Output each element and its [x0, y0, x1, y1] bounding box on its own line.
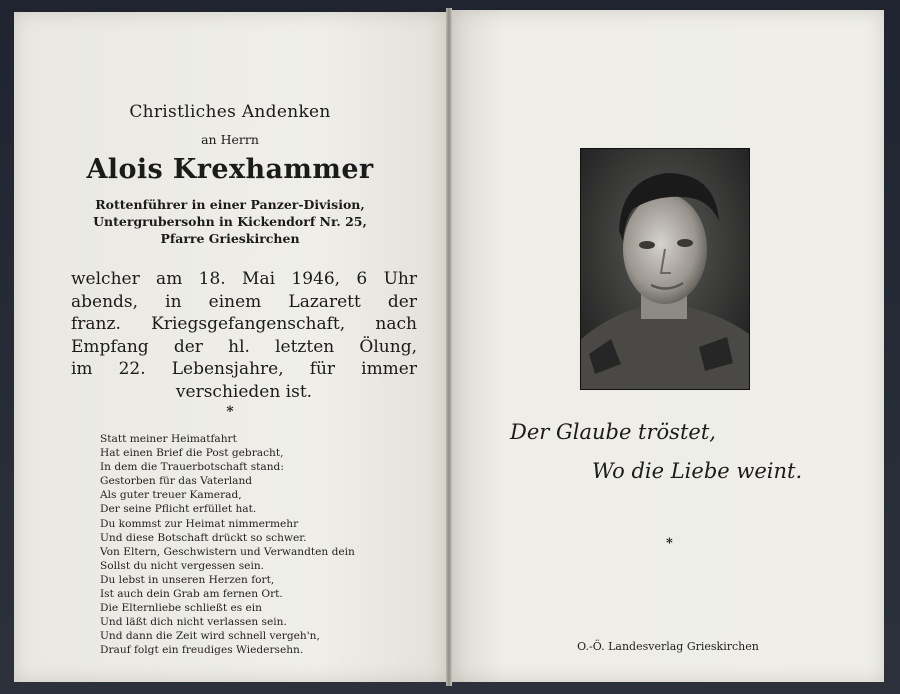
poem-line: Die Elternliebe schließt es ein	[100, 602, 263, 615]
poem-line: Und dann die Zeit wird schnell vergeh'n,	[100, 630, 320, 643]
poem-line: Du lebst in unseren Herzen fort,	[100, 573, 275, 586]
memorial-poem	[100, 432, 450, 658]
death-line: Empfang der hl. letzten Ölung,	[71, 336, 417, 357]
poem-line: Ist auch dein Grab am fernen Ort.	[100, 588, 283, 601]
poem-line: Als guter treuer Kamerad,	[100, 489, 242, 502]
poem-line: Und läßt dich nicht verlassen sein.	[100, 616, 287, 629]
poem-line: Statt meiner Heimatfahrt	[100, 433, 237, 445]
death-line: franz. Kriegsgefangenschaft, nach	[71, 314, 417, 334]
right-page	[452, 10, 884, 682]
quote-line-1: Der Glaube tröstet,	[510, 420, 716, 444]
poem-line: Von Eltern, Geschwistern und Verwandten dein	[100, 545, 355, 558]
death-line: im 22. Lebensjahre, für immer	[71, 359, 417, 379]
quote-line-2: Wo die Liebe weint.	[592, 459, 803, 483]
death-line: abends, in einem Lazarett der	[71, 291, 417, 312]
separator-star: *	[666, 536, 673, 551]
separator-star: *	[226, 404, 234, 420]
poem-line: Sollst du nicht vergessen sein.	[100, 559, 265, 572]
poem-line: In dem die Trauerbotschaft stand:	[100, 461, 284, 474]
deceased-name: Alois Krexhammer	[86, 154, 374, 185]
left-page	[14, 12, 446, 682]
death-notice	[71, 268, 417, 403]
rank-line: Untergrubersohn in Kickendorf Nr. 25,	[93, 214, 367, 229]
poem-line: Der seine Pflicht erfüllet hat.	[100, 503, 257, 516]
an-herrn-text: an Herrn	[201, 132, 259, 147]
portrait-photo	[580, 148, 750, 390]
rank-line: Pfarre Grieskirchen	[160, 231, 300, 246]
poem-line: Hat einen Brief die Post gebracht,	[100, 447, 284, 460]
rank-line: Rottenführer in einer Panzer-Division,	[95, 197, 365, 212]
card-heading: Christliches Andenken	[129, 102, 331, 122]
rank-description	[14, 196, 446, 247]
portrait-image	[581, 149, 749, 389]
poem-line: Und diese Botschaft drückt so schwer.	[100, 531, 307, 544]
poem-line: Drauf folgt ein freudiges Wiedersehn.	[100, 644, 304, 657]
death-line: welcher am 18. Mai 1946, 6 Uhr	[71, 269, 417, 289]
death-line: verschieden ist.	[175, 381, 313, 402]
publisher-imprint: O.-Ö. Landesverlag Grieskirchen	[577, 640, 759, 653]
poem-line: Du kommst zur Heimat nimmermehr	[100, 517, 299, 530]
poem-line: Gestorben für das Vaterland	[100, 475, 253, 488]
